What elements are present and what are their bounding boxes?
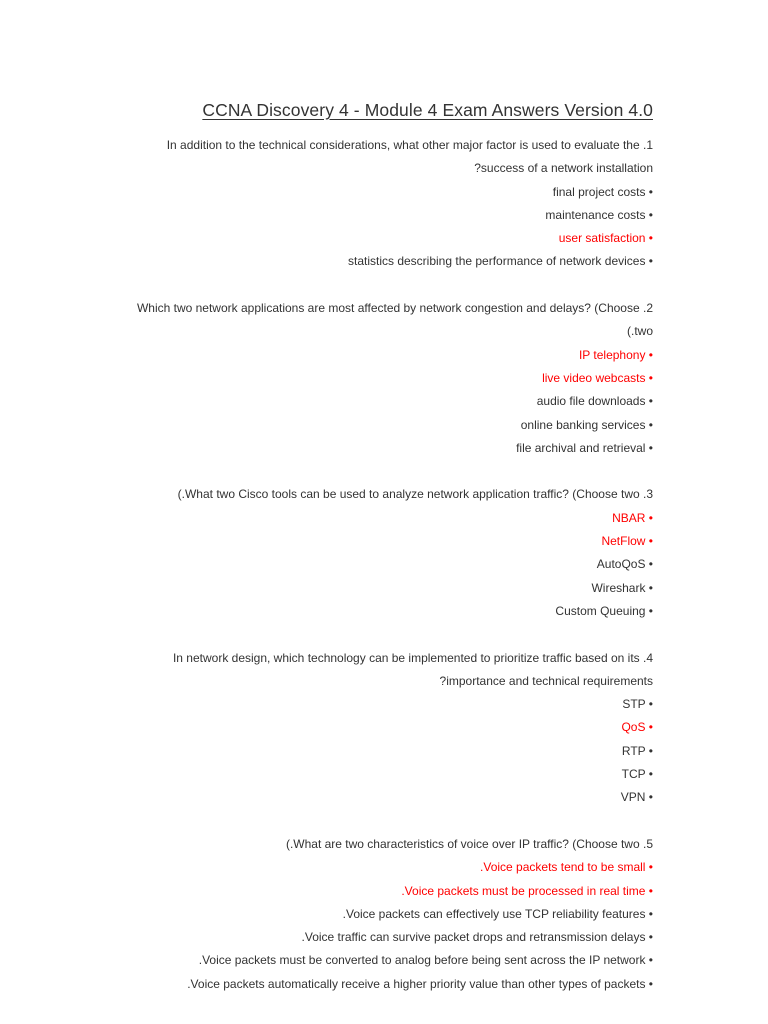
question-text: (.two (626, 324, 653, 339)
answer-option: Wireshark • (591, 580, 653, 595)
correct-answer-option: .Voice packets must be processed in real time • (401, 883, 653, 898)
answer-option: file archival and retrieval • (516, 440, 653, 455)
correct-answer-option: NBAR • (612, 510, 653, 525)
question-text: In addition to the technical considerations, what other major factor is used to evaluate the .1 (166, 138, 653, 152)
document-title: CCNA Discovery 4 - Module 4 Exam Answers Version 4.0 (202, 100, 653, 120)
answer-option: .Voice packets automatically receive a higher priority value than other types of packets • (187, 976, 653, 991)
correct-answer-option: NetFlow • (601, 534, 653, 549)
answer-option: online banking services • (520, 417, 653, 432)
answer-option: .Voice traffic can survive packet drops and retransmission delays • (301, 930, 653, 945)
answer-option: TCP • (621, 767, 653, 782)
question-block (33, 298, 653, 461)
answer-option: final project costs • (552, 184, 653, 199)
answer-option: maintenance costs • (545, 207, 653, 222)
answer-option: .Voice packets must be converted to analog before being sent across the IP network • (198, 953, 653, 968)
question-block (33, 648, 653, 811)
correct-answer-option: QoS • (621, 720, 653, 735)
correct-answer-option: IP telephony • (578, 347, 653, 362)
question-list (33, 135, 653, 1020)
question-text: (.What two Cisco tools can be used to analyze network application traffic? (Choose two .3 (177, 487, 653, 502)
question-text: Which two network applications are most affected by network congestion and delays? (Choose .2 (136, 301, 653, 316)
answer-option: AutoQoS • (596, 557, 653, 572)
question-block (33, 484, 653, 624)
answer-option: statistics describing the performance of network devices • (347, 254, 653, 269)
answer-option: .Voice packets can effectively use TCP reliability features • (342, 906, 653, 921)
correct-answer-option: live video webcasts • (542, 370, 653, 385)
question-text: In network design, which technology can be implemented to prioritize traffic based on its .4 (172, 650, 653, 665)
answer-option: RTP • (621, 743, 653, 758)
question-block (33, 135, 653, 275)
correct-answer-option: user satisfaction • (558, 231, 653, 246)
question-text: ?importance and technical requirements (439, 673, 653, 688)
answer-option: audio file downloads • (536, 394, 653, 409)
answer-option: VPN • (620, 790, 653, 805)
question-text: (.What are two characteristics of voice over IP traffic? (Choose two .5 (285, 836, 653, 851)
question-text: ?success of a network installation (474, 161, 653, 176)
question-block (33, 834, 653, 997)
answer-option: STP • (622, 697, 653, 712)
answer-option: Custom Queuing • (555, 603, 653, 618)
correct-answer-option: .Voice packets tend to be small • (480, 860, 653, 875)
